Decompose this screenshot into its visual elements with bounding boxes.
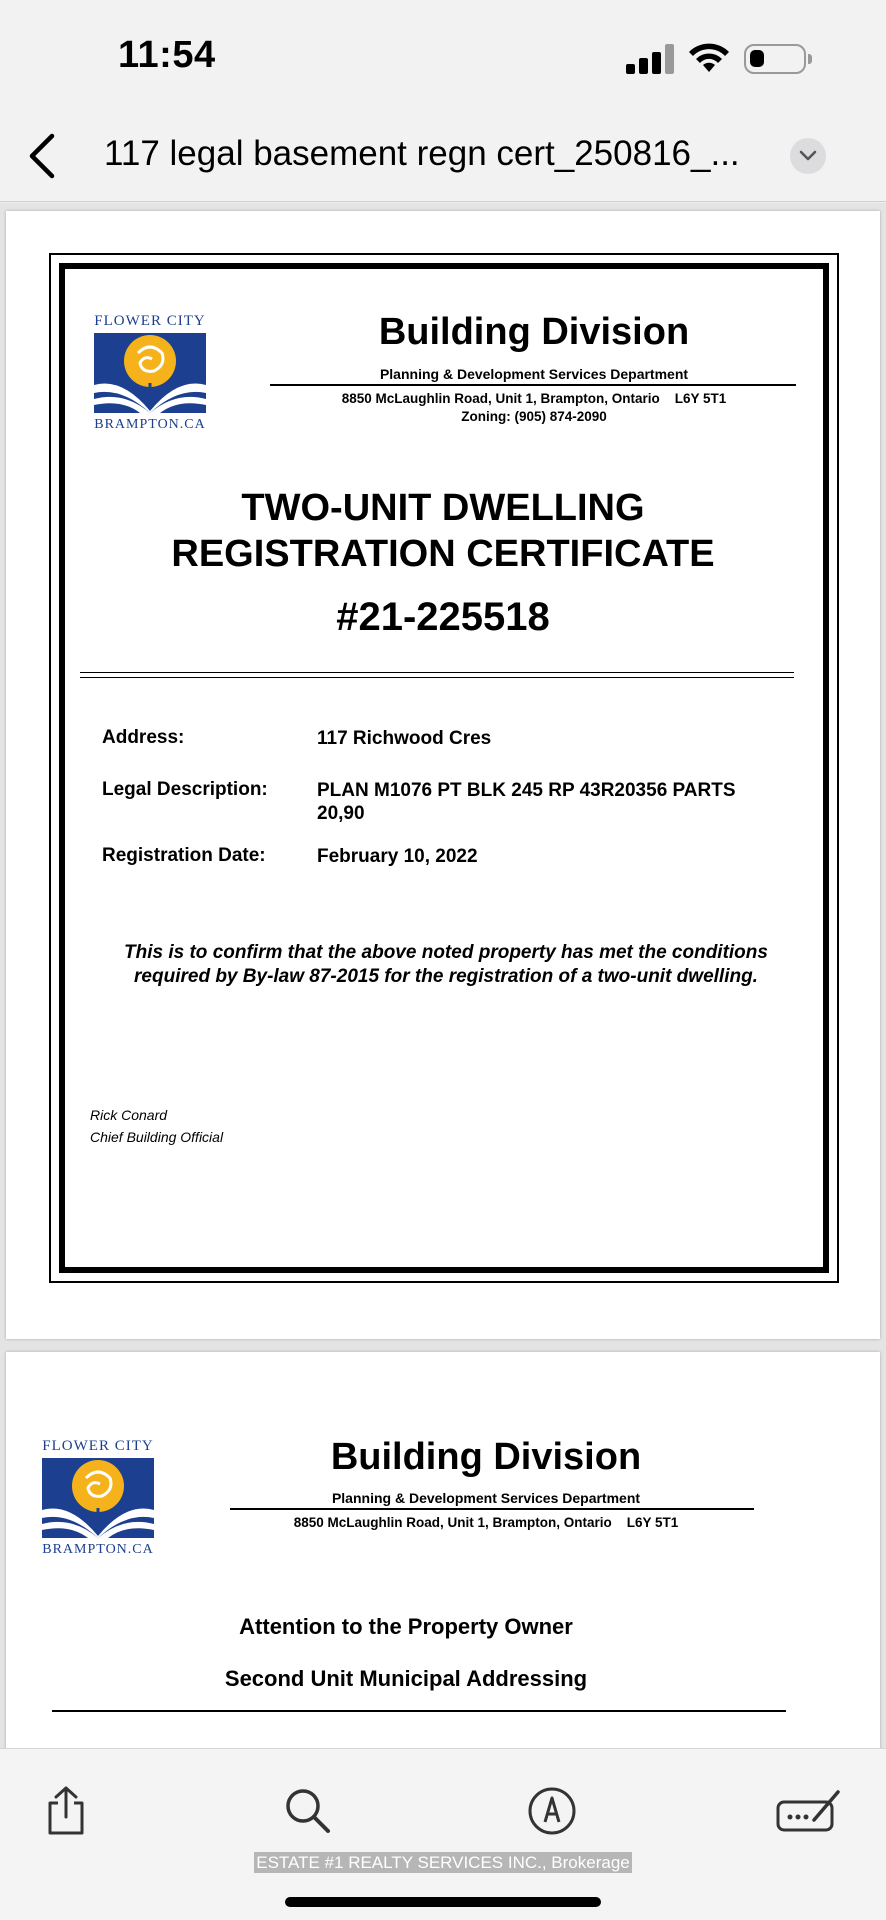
- home-indicator[interactable]: [285, 1897, 601, 1907]
- certificate-title-line-1: TWO-UNIT DWELLING: [241, 487, 645, 529]
- legal-description-value: PLAN M1076 PT BLK 245 RP 43R20356 PARTS 20,90: [317, 780, 736, 824]
- flower-city-logo-icon: [94, 333, 206, 413]
- logo-bottom-text: BRAMPTON.CA: [94, 417, 206, 432]
- confirmation-statement: This is to confirm that the above noted property has met the conditions required by By-law 87-2015 for the registration of a two-unit dwelling.: [124, 942, 768, 987]
- document-page-1: [6, 211, 880, 1339]
- certificate-title-line-2: REGISTRATION CERTIFICATE: [171, 533, 715, 575]
- markup-button[interactable]: [524, 1783, 580, 1839]
- brokerage-watermark: ESTATE #1 REALTY SERVICES INC., Brokerage: [256, 1853, 630, 1872]
- brampton-logo: [90, 313, 210, 433]
- cellular-signal-icon: [626, 44, 674, 74]
- document-page-2: [6, 1352, 880, 1748]
- header-rule: [230, 1508, 754, 1510]
- status-bar: [0, 0, 886, 110]
- certificate-number: #21-225518: [336, 595, 550, 639]
- bottom-toolbar: [0, 1748, 886, 1920]
- title-options-button[interactable]: [790, 138, 826, 174]
- markup-icon: [527, 1786, 577, 1836]
- addressing-heading: Second Unit Municipal Addressing: [224, 1666, 588, 1691]
- registration-date-label: Registration Date:: [102, 845, 266, 866]
- wifi-icon: [688, 42, 730, 74]
- status-time: 11:54: [118, 34, 216, 76]
- document-viewer[interactable]: [0, 203, 886, 1748]
- address-value: 117 Richwood Cres: [317, 728, 492, 749]
- attention-heading: Attention to the Property Owner: [239, 1614, 573, 1639]
- zoning-phone: Zoning: (905) 874-2090: [461, 409, 607, 424]
- logo-top-text: FLOWER CITY: [94, 313, 206, 329]
- logo-top-text: FLOWER CITY: [42, 1438, 154, 1454]
- back-button[interactable]: [22, 128, 62, 184]
- logo-bottom-text: BRAMPTON.CA: [42, 1542, 154, 1557]
- chevron-left-icon: [22, 128, 62, 184]
- office-address: 8850 McLaughlin Road, Unit 1, Brampton, Ontario L6Y 5T1: [293, 1515, 679, 1530]
- share-icon: [44, 1785, 88, 1837]
- header-rule: [270, 384, 796, 386]
- division-title: Building Division: [330, 1436, 642, 1478]
- flower-city-logo-icon: [42, 1458, 154, 1538]
- office-address: 8850 McLaughlin Road, Unit 1, Brampton, Ontario L6Y 5T1: [341, 391, 727, 406]
- search-button[interactable]: [280, 1783, 336, 1839]
- navigation-bar: [0, 110, 886, 202]
- division-title: Building Division: [378, 311, 690, 353]
- heading-rule: [52, 1710, 786, 1712]
- address-label: Address:: [102, 727, 185, 748]
- brampton-logo: [38, 1438, 158, 1558]
- section-divider: [80, 672, 794, 678]
- registration-date-value: February 10, 2022: [317, 846, 478, 867]
- signatory-title: Chief Building Official: [90, 1129, 224, 1145]
- department-name: Planning & Development Services Department: [379, 366, 689, 382]
- share-button[interactable]: [38, 1783, 94, 1839]
- document-title[interactable]: 117 legal basement regn cert_250816_...: [104, 134, 740, 173]
- department-name: Planning & Development Services Department: [331, 1490, 641, 1506]
- signature-button[interactable]: [774, 1783, 844, 1839]
- search-icon: [284, 1787, 332, 1835]
- signature-icon: [776, 1788, 842, 1834]
- legal-description-label: Legal Description:: [102, 779, 268, 800]
- chevron-down-icon: [799, 150, 817, 162]
- battery-icon: [744, 44, 806, 74]
- signatory-name: Rick Conard: [90, 1107, 168, 1123]
